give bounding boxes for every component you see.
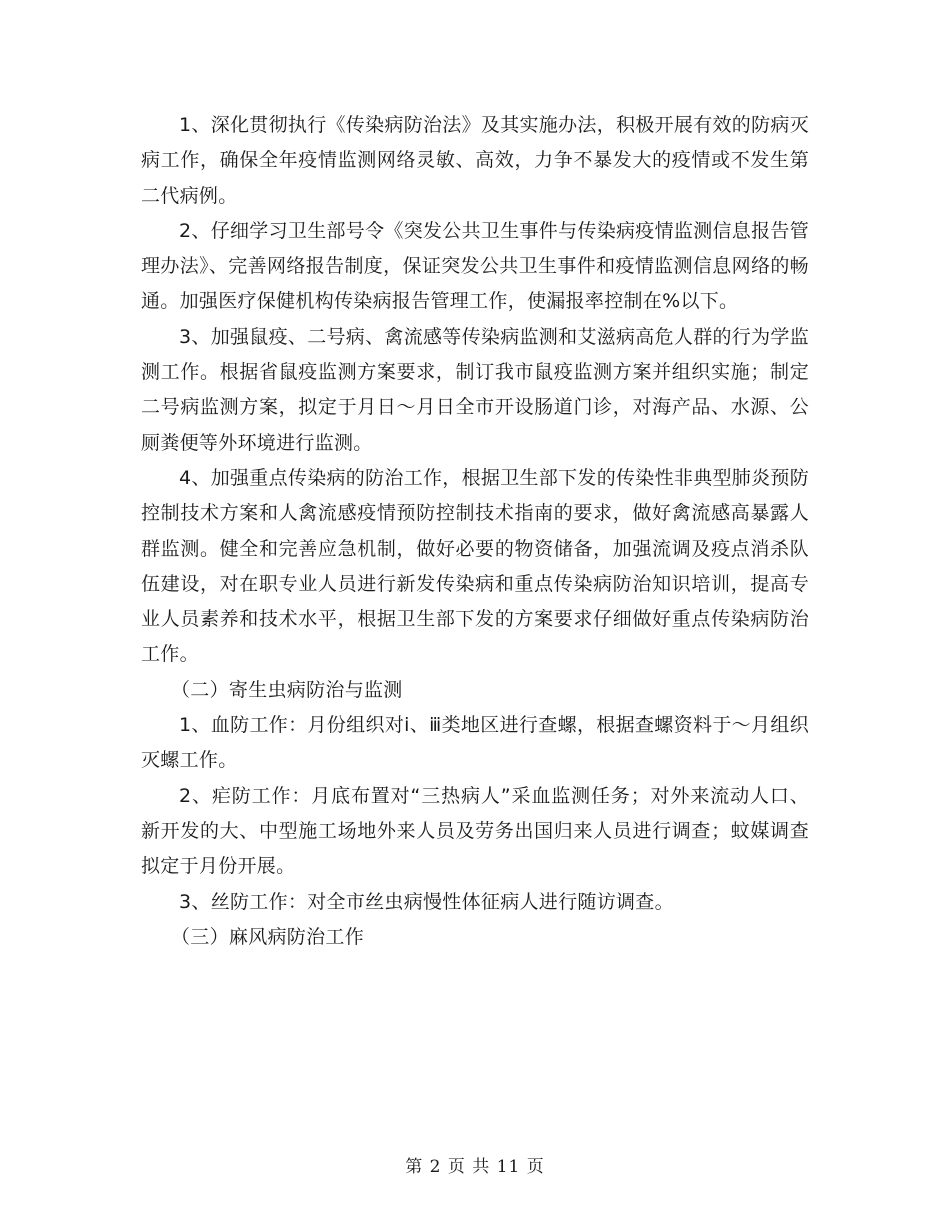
section-heading-leprosy: （三）麻风病防治工作 (171, 925, 365, 948)
paragraph-1: 1、深化贯彻执行《传染病防治法》及其实施办法，积极开展有效的防病灭病工作，确保全年疫情监测网络灵敏、高效，力争不暴发大的疫情或不发生第二代病例。 (141, 114, 809, 207)
paragraph-3: 3、加强鼠疫、二号病、禽流感等传染病监测和艾滋病高危人群的行为学监测工作。根据省鼠疫监测方案要求，制订我市鼠疫监测方案并组织实施；制定二号病监测方案，拟定于月日～月日全市开设肠道门诊，对海产品、水源、公厕粪便等外环境进行监测。 (141, 325, 809, 454)
paragraph-2: 2、仔细学习卫生部号令《突发公共卫生事件与传染病疫情监测信息报告管理办法》、完善网络报告制度，保证突发公共卫生事件和疫情监测信息网络的畅通。加强医疗保健机构传染病报告管理工作，使漏报率控制在%以下。 (141, 219, 809, 313)
paragraph-malaria: 2、疟防工作：月底布置对“三热病人”采血监测任务；对外来流动人口、新开发的大、中型施工场地外来人员及劳务出国归来人员进行调查；蚊媒调查拟定于月份开展。 (141, 784, 809, 878)
paragraph-4: 4、加强重点传染病的防治工作，根据卫生部下发的传染性非典型肺炎预防控制技术方案和人禽流感疫情预防控制技术指南的要求，做好禽流感高暴露人群监测。健全和完善应急机制，做好必要的物资储备，加强流调及疫点消杀队伍建设，对在职专业人员进行新发传染病和重点传染病防治知识培训，提高专业人员素养和技术水平，根据卫生部下发的方案要求仔细做好重点传染病防治工作。 (141, 466, 809, 666)
paragraph-schistosomiasis: 1、血防工作：月份组织对ⅰ、ⅲ类地区进行查螺，根据查螺资料于～月组织灭螺工作。 (141, 714, 809, 772)
page-number-footer: 第 2 页 共 11 页 (405, 1157, 545, 1177)
paragraph-filariasis: 3、丝防工作：对全市丝虫病慢性体征病人进行随访调查。 (179, 890, 674, 913)
section-heading-parasitic-disease: （二）寄生虫病防治与监测 (171, 678, 403, 701)
page-body (141, 108, 809, 955)
